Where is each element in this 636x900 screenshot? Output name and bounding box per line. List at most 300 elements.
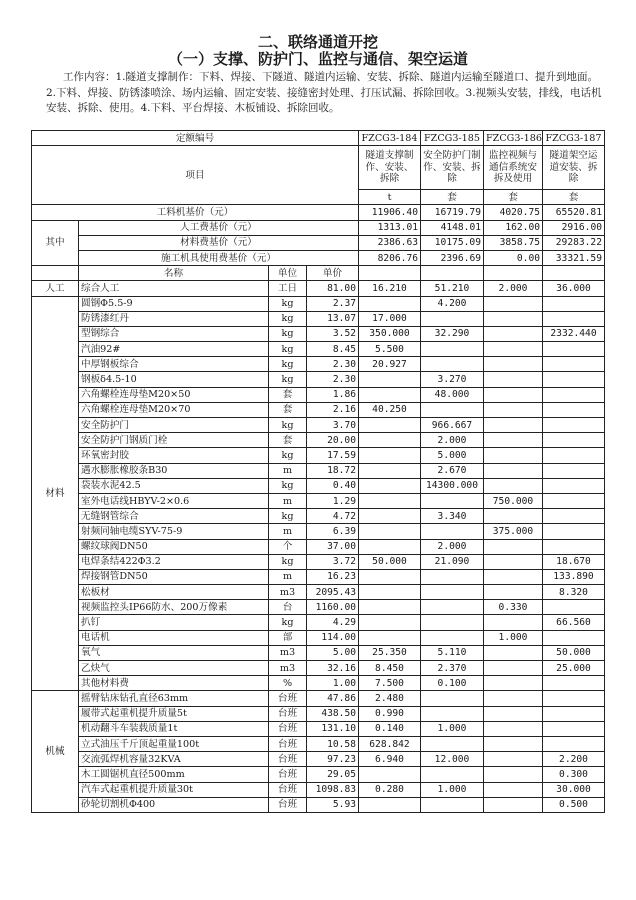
quantity-value bbox=[421, 585, 484, 600]
unit-price: 8.45 bbox=[307, 342, 359, 357]
resource-name: 砂轮切割机Φ400 bbox=[79, 797, 269, 812]
unit-price: 3.52 bbox=[307, 326, 359, 341]
quota-code: FZCG3-184 bbox=[359, 131, 421, 146]
quantity-value: 0.500 bbox=[543, 797, 605, 812]
resource-unit: 套 bbox=[269, 402, 307, 417]
quantity-value bbox=[484, 736, 543, 751]
material-row bbox=[32, 600, 605, 615]
resource-name: 履带式起重机提升质量5t bbox=[79, 706, 269, 721]
material-group-label: 材料 bbox=[32, 296, 79, 691]
machine-group-label: 机械 bbox=[32, 691, 79, 813]
quantity-value bbox=[421, 493, 484, 508]
quantity-value bbox=[359, 797, 421, 812]
quantity-value: 2332.440 bbox=[543, 326, 605, 341]
quantity-value bbox=[421, 706, 484, 721]
quantity-value bbox=[421, 402, 484, 417]
material-row bbox=[32, 402, 605, 417]
quantity-value: 50.000 bbox=[359, 554, 421, 569]
quantity-value bbox=[421, 524, 484, 539]
resource-unit: kg bbox=[269, 372, 307, 387]
quota-table bbox=[31, 130, 605, 813]
quantity-value bbox=[484, 448, 543, 463]
resource-name: 摇臂钻床钻孔直径63mm bbox=[79, 691, 269, 706]
resource-name: 安全防护门 bbox=[79, 418, 269, 433]
cost-value: 0.00 bbox=[484, 250, 543, 265]
material-row bbox=[32, 524, 605, 539]
quantity-value: 628.842 bbox=[359, 736, 421, 751]
quantity-value bbox=[543, 357, 605, 372]
quantity-value bbox=[359, 493, 421, 508]
price-header: 单价 bbox=[307, 266, 359, 281]
unit-price: 10.58 bbox=[307, 736, 359, 751]
item-name: 隧道架空运道安装、拆除 bbox=[543, 146, 605, 190]
resource-unit: kg bbox=[269, 357, 307, 372]
quantity-value bbox=[421, 797, 484, 812]
machine-row bbox=[32, 691, 605, 706]
resource-name: 机动翻斗车装载质量1t bbox=[79, 721, 269, 736]
cost-value: 8206.76 bbox=[359, 250, 421, 265]
unit-price: 47.86 bbox=[307, 691, 359, 706]
quantity-value: 8.450 bbox=[359, 661, 421, 676]
base-price-value: 16719.79 bbox=[421, 205, 484, 220]
quantity-value bbox=[543, 493, 605, 508]
material-row bbox=[32, 630, 605, 645]
quantity-value bbox=[421, 357, 484, 372]
quantity-value: 8.320 bbox=[543, 585, 605, 600]
resource-unit: m3 bbox=[269, 645, 307, 660]
quantity-value bbox=[359, 509, 421, 524]
material-row bbox=[32, 448, 605, 463]
quantity-value bbox=[484, 311, 543, 326]
quantity-value bbox=[421, 569, 484, 584]
quantity-value bbox=[484, 418, 543, 433]
resource-unit: 台班 bbox=[269, 691, 307, 706]
unit-price: 2095.43 bbox=[307, 585, 359, 600]
quantity-value bbox=[543, 387, 605, 402]
unit-price: 1.00 bbox=[307, 676, 359, 691]
base-price-label: 工料机基价（元） bbox=[32, 205, 359, 220]
resource-name: 乙炔气 bbox=[79, 661, 269, 676]
quantity-value bbox=[543, 676, 605, 691]
quantity-value bbox=[421, 767, 484, 782]
resource-name: 防锈漆红丹 bbox=[79, 311, 269, 326]
item-name: 监控视频与通信系统安拆及使用 bbox=[484, 146, 543, 190]
resource-name: 遇水膨胀橡胶条B30 bbox=[79, 463, 269, 478]
quantity-value: 2.000 bbox=[421, 433, 484, 448]
material-row bbox=[32, 463, 605, 478]
resource-name: 螺纹球阀DN50 bbox=[79, 539, 269, 554]
cost-value: 1313.01 bbox=[359, 220, 421, 235]
quantity-value: 1.000 bbox=[421, 782, 484, 797]
quantity-value bbox=[484, 691, 543, 706]
cost-row bbox=[32, 250, 605, 265]
machine-row bbox=[32, 752, 605, 767]
quantity-value bbox=[484, 645, 543, 660]
material-row bbox=[32, 645, 605, 660]
unit-price: 3.72 bbox=[307, 554, 359, 569]
base-price-value: 11906.40 bbox=[359, 205, 421, 220]
resource-name: 中厚钢板综合 bbox=[79, 357, 269, 372]
resource-name: 立式油压千斤顶起重量100t bbox=[79, 736, 269, 751]
resource-unit: 台班 bbox=[269, 797, 307, 812]
quantity-value bbox=[359, 448, 421, 463]
base-price-row bbox=[32, 205, 605, 220]
unit-price: 29.05 bbox=[307, 767, 359, 782]
quantity-value bbox=[484, 357, 543, 372]
quantity-value bbox=[421, 342, 484, 357]
quantity-value bbox=[359, 767, 421, 782]
item-unit: t bbox=[359, 190, 421, 205]
quantity-value: 12.000 bbox=[421, 752, 484, 767]
quantity-value bbox=[543, 630, 605, 645]
item-label: 项目 bbox=[32, 146, 359, 205]
quantity-value bbox=[421, 736, 484, 751]
resource-unit: kg bbox=[269, 478, 307, 493]
unit-price: 3.70 bbox=[307, 418, 359, 433]
unit-price: 16.23 bbox=[307, 569, 359, 584]
resource-name: 环氧密封胶 bbox=[79, 448, 269, 463]
unit-price: 5.00 bbox=[307, 645, 359, 660]
material-row bbox=[32, 478, 605, 493]
machine-row bbox=[32, 736, 605, 751]
quantity-value: 51.210 bbox=[421, 281, 484, 296]
quantity-value: 375.000 bbox=[484, 524, 543, 539]
cost-value: 4148.01 bbox=[421, 220, 484, 235]
resource-unit: kg bbox=[269, 554, 307, 569]
quantity-value: 1.000 bbox=[421, 721, 484, 736]
quantity-value bbox=[484, 296, 543, 311]
resource-name: 综合人工 bbox=[79, 281, 269, 296]
cost-label: 人工费基价（元） bbox=[79, 220, 359, 235]
item-unit: 套 bbox=[543, 190, 605, 205]
quantity-value bbox=[484, 372, 543, 387]
material-row bbox=[32, 509, 605, 524]
resource-name: 电话机 bbox=[79, 630, 269, 645]
quantity-value: 0.100 bbox=[421, 676, 484, 691]
quota-no-row bbox=[32, 131, 605, 146]
material-row bbox=[32, 585, 605, 600]
resource-unit: 套 bbox=[269, 433, 307, 448]
resource-unit: m bbox=[269, 524, 307, 539]
resource-name: 室外电话线HBYV-2×0.6 bbox=[79, 493, 269, 508]
unit-price: 2.30 bbox=[307, 357, 359, 372]
quantity-value: 18.670 bbox=[543, 554, 605, 569]
quota-no-label: 定额编号 bbox=[32, 131, 359, 146]
quantity-value bbox=[484, 706, 543, 721]
resource-unit: 台 bbox=[269, 600, 307, 615]
quantity-value bbox=[484, 661, 543, 676]
quantity-value bbox=[359, 387, 421, 402]
resource-unit: m bbox=[269, 569, 307, 584]
item-name: 安全防护门制作、安装、拆除 bbox=[421, 146, 484, 190]
unit-price: 18.72 bbox=[307, 463, 359, 478]
material-row bbox=[32, 296, 605, 311]
quantity-value bbox=[543, 539, 605, 554]
quantity-value: 2.670 bbox=[421, 463, 484, 478]
cost-value: 2916.00 bbox=[543, 220, 605, 235]
unit-price: 1160.00 bbox=[307, 600, 359, 615]
quantity-value bbox=[484, 402, 543, 417]
labor-group-label: 人工 bbox=[32, 281, 79, 296]
quota-code: FZCG3-186 bbox=[484, 131, 543, 146]
resource-unit: kg bbox=[269, 311, 307, 326]
resource-unit: m bbox=[269, 493, 307, 508]
quantity-value bbox=[484, 752, 543, 767]
unit-price: 4.29 bbox=[307, 615, 359, 630]
quantity-value bbox=[543, 509, 605, 524]
resource-unit: 台班 bbox=[269, 782, 307, 797]
quantity-value bbox=[359, 615, 421, 630]
resource-unit: kg bbox=[269, 615, 307, 630]
material-row bbox=[32, 615, 605, 630]
quota-code: FZCG3-185 bbox=[421, 131, 484, 146]
resource-name: 无缝钢管综合 bbox=[79, 509, 269, 524]
name-header: 名称 bbox=[79, 266, 269, 281]
unit-price: 114.00 bbox=[307, 630, 359, 645]
quantity-value bbox=[543, 736, 605, 751]
resource-name: 汽车式起重机提升质量30t bbox=[79, 782, 269, 797]
quantity-value: 3.270 bbox=[421, 372, 484, 387]
resource-name: 圆钢Φ5.5-9 bbox=[79, 296, 269, 311]
resource-unit: 台班 bbox=[269, 721, 307, 736]
quantity-value bbox=[543, 691, 605, 706]
unit-price: 2.30 bbox=[307, 372, 359, 387]
resource-name: 型钢综合 bbox=[79, 326, 269, 341]
item-name-row bbox=[32, 146, 605, 190]
unit-price: 1098.83 bbox=[307, 782, 359, 797]
quantity-value: 0.300 bbox=[543, 767, 605, 782]
quantity-value bbox=[421, 311, 484, 326]
unit-price: 97.23 bbox=[307, 752, 359, 767]
quantity-value bbox=[543, 478, 605, 493]
resource-name: 袋装水泥42.5 bbox=[79, 478, 269, 493]
quota-code: FZCG3-187 bbox=[543, 131, 605, 146]
resource-unit: 部 bbox=[269, 630, 307, 645]
resource-name: 焊接钢管DN50 bbox=[79, 569, 269, 584]
unit-price: 5.93 bbox=[307, 797, 359, 812]
resource-name: 射频同轴电缆SYV-75-9 bbox=[79, 524, 269, 539]
quantity-value bbox=[484, 463, 543, 478]
quantity-value bbox=[421, 615, 484, 630]
resource-unit: 个 bbox=[269, 539, 307, 554]
quantity-value bbox=[543, 311, 605, 326]
material-row bbox=[32, 418, 605, 433]
cost-value: 3858.75 bbox=[484, 235, 543, 250]
resource-name: 木工圆锯机直径500mm bbox=[79, 767, 269, 782]
item-name: 隧道支撑制作、安装、拆除 bbox=[359, 146, 421, 190]
group-header-blank bbox=[32, 266, 79, 281]
quantity-value bbox=[484, 387, 543, 402]
unit-price: 1.29 bbox=[307, 493, 359, 508]
work-content-text: 工作内容：1.隧道支撑制作：下料、焊接、下隧道、隧道内运输、安装、拆除、隧道内运输至隧道口、提升到地面。2.下料、焊接、防锈漆喷涂、场内运输、固定安装、接缝密封处理、打压试漏、拆除回收。3.视频头安装，排线，电话机安装、拆除、使用。4.下料、平台焊接、木板铺设、拆除回收。 bbox=[46, 71, 602, 114]
quantity-value bbox=[543, 372, 605, 387]
quantity-value bbox=[543, 463, 605, 478]
quantity-value bbox=[484, 782, 543, 797]
machine-row bbox=[32, 782, 605, 797]
quantity-value: 0.330 bbox=[484, 600, 543, 615]
quantity-value: 133.890 bbox=[543, 569, 605, 584]
quantity-value bbox=[543, 600, 605, 615]
quantity-value: 6.940 bbox=[359, 752, 421, 767]
quantity-value: 17.000 bbox=[359, 311, 421, 326]
cost-value: 29283.22 bbox=[543, 235, 605, 250]
quantity-value bbox=[484, 539, 543, 554]
resource-unit: m3 bbox=[269, 585, 307, 600]
quantity-value: 350.000 bbox=[359, 326, 421, 341]
quantity-value: 7.500 bbox=[359, 676, 421, 691]
column-header-row bbox=[32, 266, 605, 281]
quantity-value: 2.200 bbox=[543, 752, 605, 767]
resource-name: 视频监控头IP66防水、200万像素 bbox=[79, 600, 269, 615]
resource-name: 交流弧焊机容量32KVA bbox=[79, 752, 269, 767]
cost-value: 33321.59 bbox=[543, 250, 605, 265]
unit-price: 2.16 bbox=[307, 402, 359, 417]
quantity-value bbox=[543, 418, 605, 433]
quantity-value bbox=[421, 630, 484, 645]
quantity-value bbox=[543, 706, 605, 721]
material-row bbox=[32, 372, 605, 387]
quantity-value: 966.667 bbox=[421, 418, 484, 433]
resource-unit: 台班 bbox=[269, 736, 307, 751]
machine-row bbox=[32, 797, 605, 812]
machine-row bbox=[32, 706, 605, 721]
resource-unit: 台班 bbox=[269, 752, 307, 767]
unit-price: 37.00 bbox=[307, 539, 359, 554]
resource-name: 其他材料费 bbox=[79, 676, 269, 691]
quantity-value: 5.110 bbox=[421, 645, 484, 660]
quantity-value bbox=[421, 691, 484, 706]
unit-price: 81.00 bbox=[307, 281, 359, 296]
resource-name: 扒钉 bbox=[79, 615, 269, 630]
labor-row bbox=[32, 281, 605, 296]
quantity-value bbox=[421, 600, 484, 615]
resource-unit: 台班 bbox=[269, 767, 307, 782]
quantity-value bbox=[359, 296, 421, 311]
quantity-value bbox=[484, 569, 543, 584]
unit-price: 32.16 bbox=[307, 661, 359, 676]
quantity-value: 50.000 bbox=[543, 645, 605, 660]
quantity-value bbox=[359, 585, 421, 600]
section-title: 二、联络通道开挖 bbox=[257, 33, 378, 51]
resource-name: 汽油92# bbox=[79, 342, 269, 357]
cost-value: 2396.69 bbox=[421, 250, 484, 265]
quantity-value bbox=[543, 524, 605, 539]
quantity-value: 2.000 bbox=[421, 539, 484, 554]
quantity-value bbox=[484, 342, 543, 357]
quantity-value: 25.000 bbox=[543, 661, 605, 676]
resource-unit: kg bbox=[269, 296, 307, 311]
quantity-value: 16.210 bbox=[359, 281, 421, 296]
material-row bbox=[32, 433, 605, 448]
cost-value: 2386.63 bbox=[359, 235, 421, 250]
quantity-value: 0.990 bbox=[359, 706, 421, 721]
resource-unit: 台班 bbox=[269, 706, 307, 721]
quantity-value: 25.350 bbox=[359, 645, 421, 660]
quantity-value: 0.280 bbox=[359, 782, 421, 797]
quantity-value bbox=[359, 539, 421, 554]
resource-name: 六角螺栓连母垫M20×50 bbox=[79, 387, 269, 402]
item-unit: 套 bbox=[484, 190, 543, 205]
base-price-value: 4020.75 bbox=[484, 205, 543, 220]
quantity-value bbox=[359, 372, 421, 387]
resource-unit: kg bbox=[269, 418, 307, 433]
item-unit: 套 bbox=[421, 190, 484, 205]
resource-unit: kg bbox=[269, 509, 307, 524]
resource-unit: kg bbox=[269, 326, 307, 341]
quantity-value bbox=[359, 630, 421, 645]
unit-price: 2.37 bbox=[307, 296, 359, 311]
among-label: 其中 bbox=[32, 220, 79, 266]
unit-header: 单位 bbox=[269, 266, 307, 281]
material-row bbox=[32, 326, 605, 341]
machine-row bbox=[32, 721, 605, 736]
material-row bbox=[32, 387, 605, 402]
quantity-value: 0.140 bbox=[359, 721, 421, 736]
cost-value: 162.00 bbox=[484, 220, 543, 235]
unit-price: 131.10 bbox=[307, 721, 359, 736]
cost-value: 10175.09 bbox=[421, 235, 484, 250]
quantity-value: 32.290 bbox=[421, 326, 484, 341]
material-row bbox=[32, 539, 605, 554]
quantity-value bbox=[484, 509, 543, 524]
cost-row bbox=[32, 220, 605, 235]
material-row bbox=[32, 569, 605, 584]
cost-row bbox=[32, 235, 605, 250]
quantity-value bbox=[484, 615, 543, 630]
cost-label: 施工机具使用费基价（元） bbox=[79, 250, 359, 265]
quantity-value: 40.250 bbox=[359, 402, 421, 417]
resource-unit: % bbox=[269, 676, 307, 691]
quantity-value bbox=[484, 478, 543, 493]
resource-name: 氧气 bbox=[79, 645, 269, 660]
unit-price: 13.07 bbox=[307, 311, 359, 326]
material-row bbox=[32, 493, 605, 508]
quantity-value bbox=[543, 448, 605, 463]
quantity-value: 66.560 bbox=[543, 615, 605, 630]
unit-price: 17.59 bbox=[307, 448, 359, 463]
quantity-value bbox=[543, 433, 605, 448]
quantity-value bbox=[543, 296, 605, 311]
material-row bbox=[32, 661, 605, 676]
quantity-value bbox=[359, 569, 421, 584]
resource-unit: 套 bbox=[269, 387, 307, 402]
section-subtitle: （一）支撑、防护门、监控与通信、架空运道 bbox=[167, 50, 468, 68]
machine-row bbox=[32, 767, 605, 782]
resource-unit: 工日 bbox=[269, 281, 307, 296]
quantity-value: 48.000 bbox=[421, 387, 484, 402]
quantity-value bbox=[359, 524, 421, 539]
unit-price: 4.72 bbox=[307, 509, 359, 524]
resource-name: 电焊条结422Φ3.2 bbox=[79, 554, 269, 569]
quantity-value bbox=[484, 767, 543, 782]
resource-name: 松板材 bbox=[79, 585, 269, 600]
base-price-value: 65520.81 bbox=[543, 205, 605, 220]
quantity-value: 5.000 bbox=[421, 448, 484, 463]
material-row bbox=[32, 554, 605, 569]
quantity-value: 36.000 bbox=[543, 281, 605, 296]
material-row bbox=[32, 676, 605, 691]
quantity-value bbox=[543, 721, 605, 736]
quantity-value: 5.500 bbox=[359, 342, 421, 357]
quantity-value: 30.000 bbox=[543, 782, 605, 797]
quantity-value bbox=[359, 600, 421, 615]
resource-unit: kg bbox=[269, 448, 307, 463]
resource-name: 钢板δ4.5-10 bbox=[79, 372, 269, 387]
quantity-value bbox=[359, 463, 421, 478]
quantity-value bbox=[484, 797, 543, 812]
quantity-value bbox=[484, 433, 543, 448]
resource-unit: m3 bbox=[269, 661, 307, 676]
